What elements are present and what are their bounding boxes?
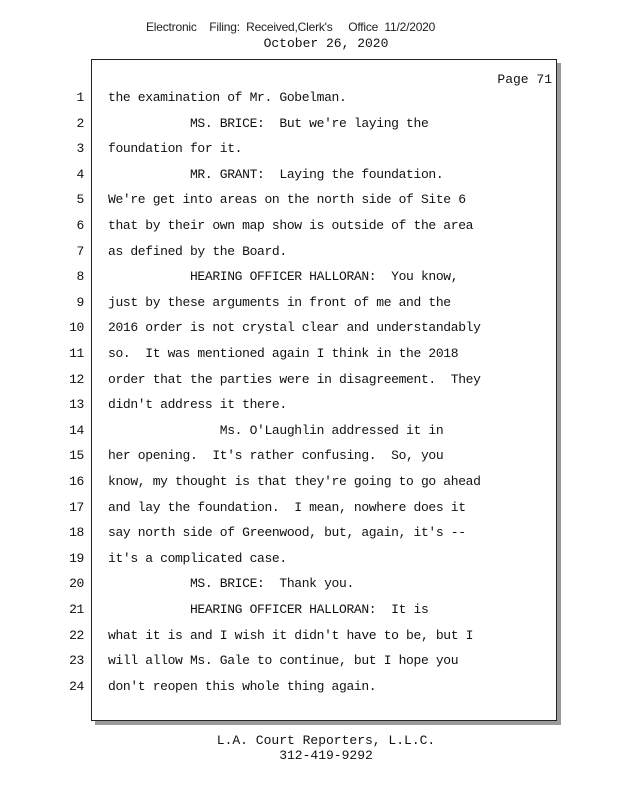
transcript-line: [0, 295, 618, 320]
line-text: just by these arguments in front of me and the: [108, 294, 451, 310]
transcript-line: [0, 679, 618, 704]
line-text: Ms. O'Laughlin addressed it in: [108, 422, 444, 438]
line-number: 23: [69, 653, 84, 669]
transcript-line: [0, 244, 618, 269]
line-text: and lay the foundation. I mean, nowhere does it: [108, 499, 466, 515]
transcript-line: [0, 346, 618, 371]
line-number: 15: [69, 448, 84, 464]
line-text: that by their own map show is outside of the area: [108, 218, 474, 233]
transcript-line: [0, 602, 618, 627]
transcript-line: [0, 116, 618, 141]
transcript-line: [0, 167, 618, 192]
line-text: say north side of Greenwood, but, again, it's --: [108, 525, 466, 541]
line-number: 1: [76, 90, 84, 105]
line-text: foundation for it.: [108, 141, 243, 157]
line-number: 10: [69, 320, 84, 336]
page-number: Page 71: [497, 72, 552, 87]
line-number: 6: [76, 218, 84, 233]
line-text: her opening. It's rather confusing. So, you: [108, 448, 444, 464]
transcript-date: October 26, 2020: [263, 36, 389, 51]
transcript-line: [0, 500, 618, 525]
transcript-line: [0, 141, 618, 166]
line-text: order that the parties were in disagreement. They: [108, 371, 481, 387]
line-number: 19: [69, 550, 84, 566]
transcript-line: [0, 448, 618, 473]
line-number: 22: [69, 627, 84, 643]
footer-phone: 312-419-9292: [279, 748, 373, 763]
line-text: don't reopen this whole thing again.: [108, 678, 377, 694]
line-text: 2016 order is not crystal clear and understandably: [108, 320, 481, 336]
line-text: HEARING OFFICER HALLORAN: You know,: [108, 269, 459, 285]
line-text: MS. BRICE: Thank you.: [108, 576, 354, 592]
transcript-line: [0, 551, 618, 576]
line-text: so. It was mentioned again I think in the 2018: [108, 346, 459, 361]
transcript-line: [0, 576, 618, 601]
line-text: what it is and I wish it didn't have to be, but I: [108, 627, 474, 643]
line-number: 20: [69, 576, 84, 592]
line-number: 14: [69, 422, 84, 438]
transcript-line: [0, 423, 618, 448]
transcript-line: [0, 90, 618, 115]
line-number: 7: [76, 243, 84, 259]
filing-stamp: Electronic Filing: Received,Clerk's Office 11/2/2020: [146, 20, 436, 34]
line-number: 17: [69, 499, 84, 515]
transcript-line: [0, 653, 618, 678]
line-number: 3: [76, 141, 84, 157]
line-text: as defined by the Board.: [108, 243, 287, 259]
transcript-line: [0, 218, 618, 243]
line-text: MS. BRICE: But we're laying the: [108, 115, 429, 131]
line-number: 9: [76, 294, 84, 310]
line-text: will allow Ms. Gale to continue, but I hope you: [108, 653, 459, 669]
line-text: the examination of Mr. Gobelman.: [108, 90, 347, 105]
transcript-line: [0, 269, 618, 294]
line-text: HEARING OFFICER HALLORAN: It is: [108, 602, 429, 617]
line-number: 11: [69, 346, 84, 361]
line-number: 13: [69, 397, 84, 413]
line-number: 8: [76, 269, 84, 285]
line-text: We're get into areas on the north side of Site 6: [108, 192, 466, 208]
line-text: it's a complicated case.: [108, 550, 287, 566]
line-text: MR. GRANT: Laying the foundation.: [108, 166, 444, 182]
transcript-line: [0, 397, 618, 422]
line-number: 5: [76, 192, 84, 208]
line-number: 2: [76, 115, 84, 131]
transcript-line: [0, 192, 618, 217]
line-number: 18: [69, 525, 84, 541]
transcript-line: [0, 372, 618, 397]
line-number: 16: [69, 474, 84, 489]
transcript-line: [0, 525, 618, 550]
footer-company: L.A. Court Reporters, L.L.C.: [216, 733, 436, 748]
transcript-line: [0, 628, 618, 653]
transcript-line: [0, 474, 618, 499]
line-text: didn't address it there.: [108, 397, 287, 413]
line-number: 4: [76, 166, 84, 182]
line-number: 12: [69, 371, 84, 387]
transcript-line: [0, 320, 618, 345]
line-number: 21: [69, 602, 84, 617]
line-text: know, my thought is that they're going to go ahead: [108, 474, 481, 489]
line-number: 24: [69, 678, 84, 694]
